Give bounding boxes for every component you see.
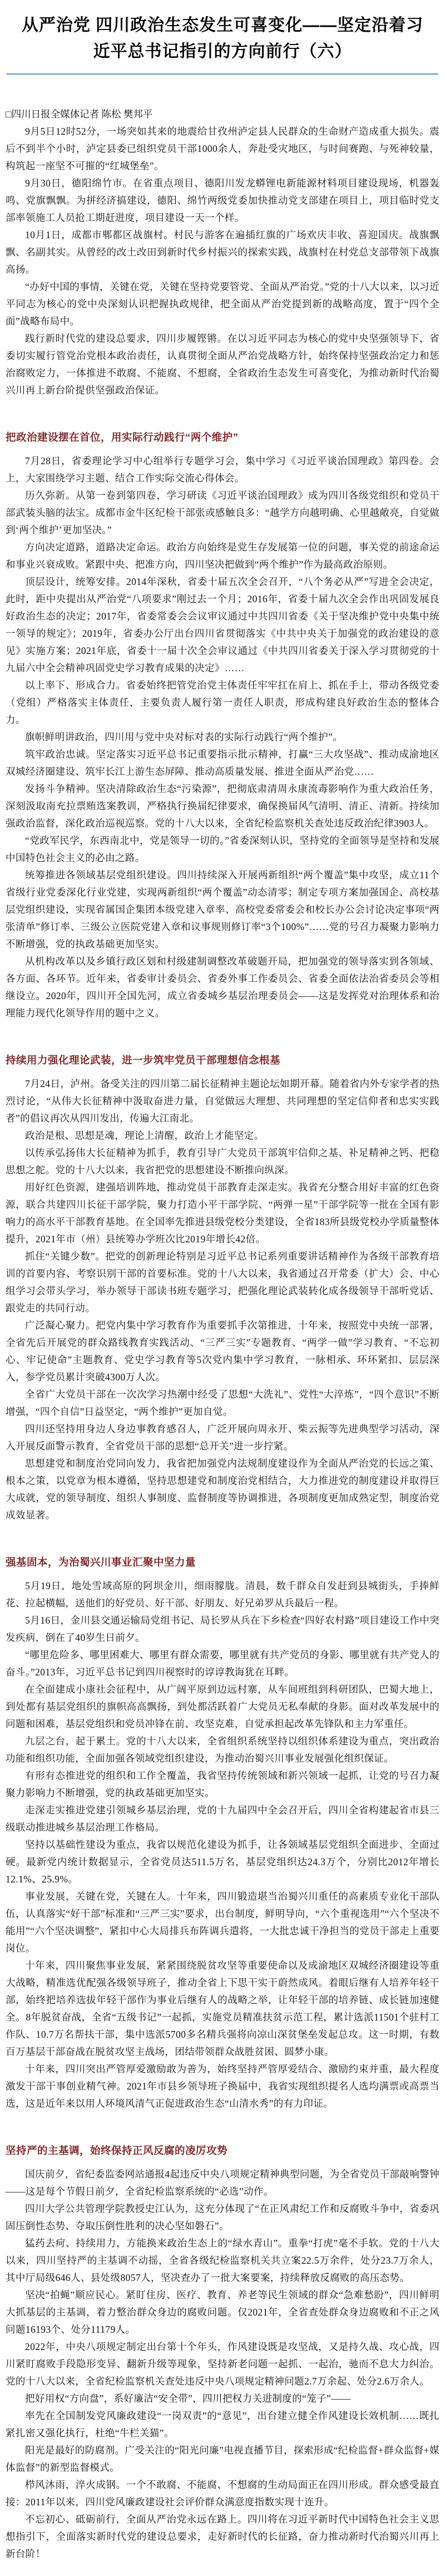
paragraph: “办好中国的事情，关键在党，关键在坚持党要管党、全面从严治党。”党的十八大以来，以习近平同志为核心的党中央深刻认识把握执政规律，把全面从严治党提到新的战略高度，置于“四个全面”战略布局中。 <box>6 281 439 327</box>
section-heading: 坚持严的主基调，始终保持正风反腐的凌厉攻势 <box>6 2145 228 2156</box>
paragraph: 用好红色资源，建强培训阵地，推动党员干部教育走深走实。我省充分整合用好丰富的红色资源，联合共建四川长征干部学院，聚力打造小平干部学院、“两弹一星”干部学院等一批在全国有影响力的高水平干部教育基地。在全国率先推进县级党校分类建设，全省183所县级党校办学质量整体提升，2021年市（州）县统筹办学班次比2019年增长42倍。 <box>6 1182 439 1245</box>
paragraph: 以上率下、形成合力。省委始终把管党治党主体责任牢牢扛在肩上、抓在手上，带动各级党委（党组）严格落实主体责任，主要负责人履行第一责任人职责，形成构建良好政治生态的整体合力。 <box>6 680 439 725</box>
paragraph: 旗帜鲜明讲政治，四川用与党中央对标对表的实际行动践行“两个维护”。 <box>25 731 343 743</box>
paragraph: 率先在全国制发党风廉政建设“一岗双责”的“意见”，出台建立健全作风建设长效机制……既扎紧扎密又强化执行，杜绝“牛栏关猫”。 <box>6 2410 439 2439</box>
paragraph: 广泛凝心聚力。把党内集中学习教育作为重要抓手次第推进，十年来，按照党中央统一部署，全省先后开展党的群众路线教育实践活动、“三严三实”专题教育、“两学一做”学习教育、“不忘初心、牢记使命”主题教育、党史学习教育等5次党内集中学习教育，一脉相承、环环紧扣、层层深入，参学党员累计突破4300万人次。 <box>6 1320 439 1383</box>
paragraph: 九层之台，起于累土。党的十八大以来，全省组织系统坚持以组织体系建设为重点，突出政治功能和组织功能，全面加强各领域党组织建设，为推动治蜀兴川事业发展强化组织保证。 <box>6 1736 439 1764</box>
paragraph: “哪里危险多、哪里困难大、哪里有群众需要，哪里就有共产党员的身影、哪里就有共产党人的奋斗。”2013年，习近平总书记到四川视察时的谆谆教诲犹在耳畔。 <box>6 1649 439 1678</box>
paragraph: 四川大学公共管理学院教授史江认为，这充分体现了“在正风肃纪工作和反腐败斗争中，省委巩固压倒性态势、夺取压倒性胜利的决心坚如磐石”。 <box>6 2203 439 2231</box>
paragraph: 全省广大党员干部在一次次学习热潮中经受了思想“大洗礼”、党性“大淬炼”，“四个意识”不断增强，“四个自信”日益坚定，“两个维护”更加自觉。 <box>6 1389 439 1417</box>
paragraph: 方向决定道路，道路决定命运。政治方向始终是党生存发展第一位的问题，事关党的前途命运和事业兴衰成败。紧跟中央、把准方向，四川坚决把做到“两个维护”作为最高政治原则。 <box>6 542 439 570</box>
paragraph: 把好用权“方向盘”，系好廉洁“安全带”，四川把权力关进制度的“笼子”—— <box>25 2393 352 2404</box>
paragraph: 事业发展，关键在党，关键在人。十年来，四川锻造堪当治蜀兴川重任的高素质专业化干部队伍，认真落实“好干部”标准和“三严三实”要求，出台制度，鲜明导向，“六个重视选用”“六个坚决不能用”“六个坚决调整”，紧扣中心大局排兵布阵调兵遣将，一大批忠诚干净担当的党员干部走上重要岗位。 <box>6 1891 439 1954</box>
byline: □四川日报全媒体记者 陈松 樊邦平 <box>6 109 153 120</box>
paragraph: 猛药去疴、持续用力，方能换来政治生态上的“绿水青山”。重拳“打虎”毫不手软。党的十八大以来，四川坚持严的主基调不动摇，全省各级纪检监察机关共立案22.5万余件，处分23.7万余人，其中厅局级646人、县处级8057人，坚决查办了一批大案要案，持续释放反腐败的高压态势。 <box>6 2238 439 2283</box>
article-body <box>6 123 439 2563</box>
section-heading: 把政治建设摆在首位，用实际行动践行“两个维护” <box>6 431 239 443</box>
paragraph: “党政军民学，东西南北中，党是领导一切的。”省委深刻认识，坚持党的全面领导是坚持和发展中国特色社会主义的必由之路。 <box>6 835 439 863</box>
paragraph: 统筹推进各领域基层党组织建设。四川持续深入开展两新组织“两个覆盖”集中攻坚，成立11个省级行业党委深化行业党建，实现两新组织“两个覆盖”动态清零；制定专项方案加强国企、高校基层党组织建设，实现省属国企集团本级党建入章率、高校党委常委会和校长办公会讨论决定事项“两张清单”修订率、三级公立医院党建入章和议事规则修订率“3个100%”……党的号召力凝聚力影响力不断增强，党的执政基础更加坚实。 <box>6 869 439 950</box>
paragraph: 阳光是最好的防腐剂。广受关注的“阳光问廉”电视直播节目，探索形成“纪检监督+群众监督+媒体监督”的新型监督模式。 <box>6 2445 439 2473</box>
paragraph: 9月30日，德阳绵竹市。在省重点项目、德阳川发龙蟒锂电新能源材料项目建设现场，机器轰鸣、党旗飘飘。为拼经济搞建设，德阳、绵竹两级党委加快推动党支部建在项目上，项目临时党支部率领施工人员抢工期赶进度，项目建设一天一个样。 <box>6 178 439 223</box>
paragraph: 7月28日，省委理论学习中心组举行专题学习会，集中学习《习近平谈治国理政》第四卷。会上，大家围绕学习主题、结合工作实际交流心得体会。 <box>6 455 439 484</box>
paragraph: 以传承弘扬伟大长征精神为抓手，教育引导广大党员干部筑牢信仰之基、补足精神之钙、把稳思想之舵。党的十八大以来，我省把党的思想建设不断推向纵深。 <box>6 1147 439 1176</box>
paragraph: 十年来，四川突出严管厚爱激励敢为善为，始终坚持严管厚爱结合、激励约束并重，最大程度激发干部干事创业精气神。2021年市县乡领导班子换届中，我省实现组织提名人选均满票或高票当选，这是近年来以用人环境风清气正促进政治生态“山清水秀”的有力印证。 <box>6 2063 439 2109</box>
title-divider <box>7 73 438 75</box>
paragraph: 四川还坚持用身边人身边事教育感召人，广泛开展向周永开、柴云振等先进典型学习活动，深入开展反面警示教育，全省党员干部的思想“总开关”进一步拧紧。 <box>6 1423 439 1452</box>
paragraph: 践行新时代党的建设总要求，四川步履铿锵。在以习近平同志为核心的党中央坚强领导下，省委切实履行管党治党根本政治责任，认真贯彻全面从严治党战略方针，始终保持坚强政治定力和惩治腐败定力，一体推进不敢腐、不能腐、不想腐，全省政治生态发生可喜变化，为推动新时代治蜀兴川再上新台阶提供坚强政治保证。 <box>6 333 439 396</box>
paragraph: 抓住“关键少数”。把党的创新理论特别是习近平总书记系列重要讲话精神作为各级干部教育培训的首要内容、考察识别干部的首要标准。党的十八大以来，我省通过召开常委（扩大）会、中心组学习会带头学习，举办领导干部读书班专题学习，把强化理论武装转化成各级领导干部听党话、跟党走的共同行动。 <box>6 1251 439 1314</box>
paragraph: 5月19日，地处雪域高原的阿坝金川，细雨朦胧。清晨，数千群众自发赶到县城街头，手捧鲜花、拉起横幅，送他们的好党员、好干部、好朋友、好兄弟罗从兵最后一程。 <box>6 1580 439 1609</box>
page-title: 从严治党 四川政治生态发生可喜变化——坚定沿着习近平总书记指引的方向前行（六） <box>21 16 424 61</box>
paragraph: 有形有态推进党的组织和工作全覆盖，我省坚持传统领域和新兴领域一起抓，让党的号召力凝聚力影响力不断增强，党的执政基础更加坚实。 <box>6 1770 439 1798</box>
paragraph: 思想建党和制度治党同向发力，我省把加强党内法规制度建设作为全面从严治党的长远之策、根本之策，以党章为根本遵循，坚持思想建党和制度治党相结合，大力推进党的制度建设并取得巨大成就，党的领导制度、组织人事制度、监督制度等协调推进，各项制度更加成熟定型，制度治党成效显著。 <box>6 1458 439 1521</box>
paragraph: 从机构改革以及乡镇行政区划和村级建制调整改革破题开局，把加强党的领导落实到各领域、各方面、各环节。近年来，省委审计委员会、省委外事工作委员会、省委全面依法治省委员会等相继设立。2020年，四川开全国先河，成立省委城乡基层治理委员会——这是发挥党对治理体系和治理能力现代化领导作用的题中之义。 <box>6 956 439 1019</box>
paragraph: 不忘初心、砥砺前行，全面从严治党永远在路上。四川将在习近平新时代中国特色社会主义思想指引下，全面落实新时代党的建设总要求，走好新时代的长征路，奋力推动新时代治蜀兴川再上新台阶！ <box>6 2514 439 2559</box>
paragraph: 历久弥新。从第一卷到第四卷，学习研读《习近平谈治国理政》成为四川各级党组织和党员干部武装头脑的法宝。成都市金牛区纪检干部张或感触良多：“越学方向越明确、心里越敞亮，自觉做到‘两个维护’更加坚决。” <box>6 490 439 535</box>
paragraph: 筑牢政治忠诚。坚定落实习近平总书记重要指示批示精神，打赢“三大攻坚战”、推动成渝地区双城经济圈建设、筑牢长江上游生态屏障、推动高质量发展、推进全面从严治党…… <box>6 749 439 777</box>
paragraph: 走深走实推进党建引领城乡基层治理，党的十九届四中全会召开后，四川全省构建起省市县三级联动推进城乡基层治理工作格局。 <box>6 1805 439 1833</box>
paragraph: 坚决“拍蝇”顺应民心。紧盯住房、医疗、教育、养老等民生领域的群众“急难愁盼”，四川鲜明大抓基层的主基调，着力整治群众身边的腐败问题。仅2021年，全省查处群众身边腐败和不正之风问题16193个、处分11179人。 <box>6 2289 439 2335</box>
paragraph: 顶层设计，统筹安排。2014年深秋，省委十届五次全会召开，“八个务必从严”写进全会决定，此时，距中央提出从严治党“八项要求”刚过去一个月；2016年，省委十届九次全会作出巩固发展良好政治生态的决定；2017年，省委常委会会议审议通过中共四川省委《关于坚决维护党中央集中统一领导的规定》；2019年，省委办公厅出台四川省贯彻落实《中共中央关于加强党的政治建设的意见》实施方案；2021年底，省委十一届十次全会审议通过《中共四川省委关于深入学习贯彻党的十九届六中全会精神巩固党史学习教育成果的决定》…… <box>6 576 439 674</box>
section-heading: 强基固本，为治蜀兴川事业汇聚中坚力量 <box>6 1556 196 1568</box>
paragraph: 5月16日，金川县交通运输局党组书记、局长罗从兵在下乡检查“四好农村路”项目建设工作中突发疾病，倒在了40岁生日前夕。 <box>6 1615 439 1643</box>
paragraph: 国庆前夕，省纪委监委网站通报4起违反中央八项规定精神典型问题，为全省党员干部敲响警钟——这是每个节假日前夕，全省纪检监察系统的“必选”动作。 <box>6 2169 439 2197</box>
paragraph: 十年来，四川聚焦事业发展，紧紧围绕脱贫攻坚等重要使命以及成渝地区双城经济圈建设等重大战略，精准选优配强各级领导班子，推动全省上下思干实干蔚然成风。着眼后继有人培养年轻干部，始终把培养选拔年轻干部作为事业后继有人的战略之举，让年轻干部的培养链、成长链加速健全。8年脱贫奋战，全省“五级书记”一起抓，实施党员精准扶贫示范工程，累计选派11501个驻村工作队、10.7万名帮扶干部，集中选派5700多名精兵强将向凉山深贫堡垒发起总攻。这一时期，有数百万基层干部奋战在脱贫攻坚主战场，团结带领群众战胜贫困、圆梦小康。 <box>6 1960 439 2057</box>
section-heading: 持续用力强化理论武装，进一步筑牢党员干部理想信念根基 <box>6 1054 281 1066</box>
paragraph: 坚持以基础性建设为重点，我省以规范化建设为抓手，让各领域基层党组织全面进步、全面过硬。最新党内统计数据显示，全省党员达511.5万名，基层党组织达24.3万个，分别比2012年增长12.1%、25.9%。 <box>6 1839 439 1885</box>
paragraph: 7月24日，泸州。备受关注的四川第二届长征精神主题论坛如期开幕。随着省内外专家学者的热烈讨论，“从伟大长征精神中汲取奋进力量，自觉做远大理想、共同理想的坚定信仰者和忠实实践者”的倡议再次从四川发出，传遍大江南北。 <box>6 1078 439 1124</box>
paragraph: 在全面建成小康社会征程中，从广阔平原到边远村寨，从车间班组到科研团队，巴蜀大地上，到处都有基层党组织的旗帜高高飘扬，到处都活跃着广大党员无私奉献的身影。面对改革发展中的问题和困难，基层党组织和党员冲锋在前、攻坚克难，自觉承担起改革先锋队和主力军重任。 <box>6 1684 439 1729</box>
paragraph: 栉风沐雨，淬火成钢。一个不敢腐、不能腐、不想腐的生动局面正在四川形成。群众感受最直接：2011年以来，四川党风廉政建设社会评价群众满意度指数实现十连升。 <box>6 2479 439 2508</box>
paragraph: 发扬斗争精神。坚决清除政治生态“污染源”，把彻底肃清周永康流毒影响作为重大政治任务，深刻汲取南充拉票贿选案教训，严格执行换届纪律要求，确保换届风气清明、清正、清新。持续加强政治监督，深化政治巡视巡察。党的十八大以来，全省纪检监察机关查处违反政治纪律3903人。 <box>6 783 439 829</box>
paragraph: 2022年，中央八项规定制定出台第十个年头，作风建设既是攻坚战，又是持久战、攻心战，四川紧盯腐败手段隐形变异、翻新升级等现象，坚持新老问题一起抓、一起治，驰而不息大力纠治。党的十八大以来，全省纪检监察机关查处违反中央八项规定精神问题2.7万余起、处分2.6万余人。 <box>6 2341 439 2387</box>
paragraph: 政治是根、思想是魂，理论上清醒，政治上才能坚定。 <box>25 1130 264 1141</box>
paragraph: 10月1日，成都市郫都区战旗村。村民与游客在遍插红旗的广场欢庆丰收、喜迎国庆。战旗飘飘、名副其实。从曾经的改土改田到新时代乡村振兴的探索实践，战旗村在村党总支部带领下战旗高扬。 <box>6 229 439 275</box>
paragraph: 9月5日12时52分，一场突如其来的地震给甘孜州泸定县人民群众的生命财产造成重大损失。震后不到半个小时，泸定县委已组织党员干部1000余人，奔赴受灾地区，与时间赛跑、与死神较量，构筑起一座坚不可摧的“红城堡垒”。 <box>6 126 439 171</box>
